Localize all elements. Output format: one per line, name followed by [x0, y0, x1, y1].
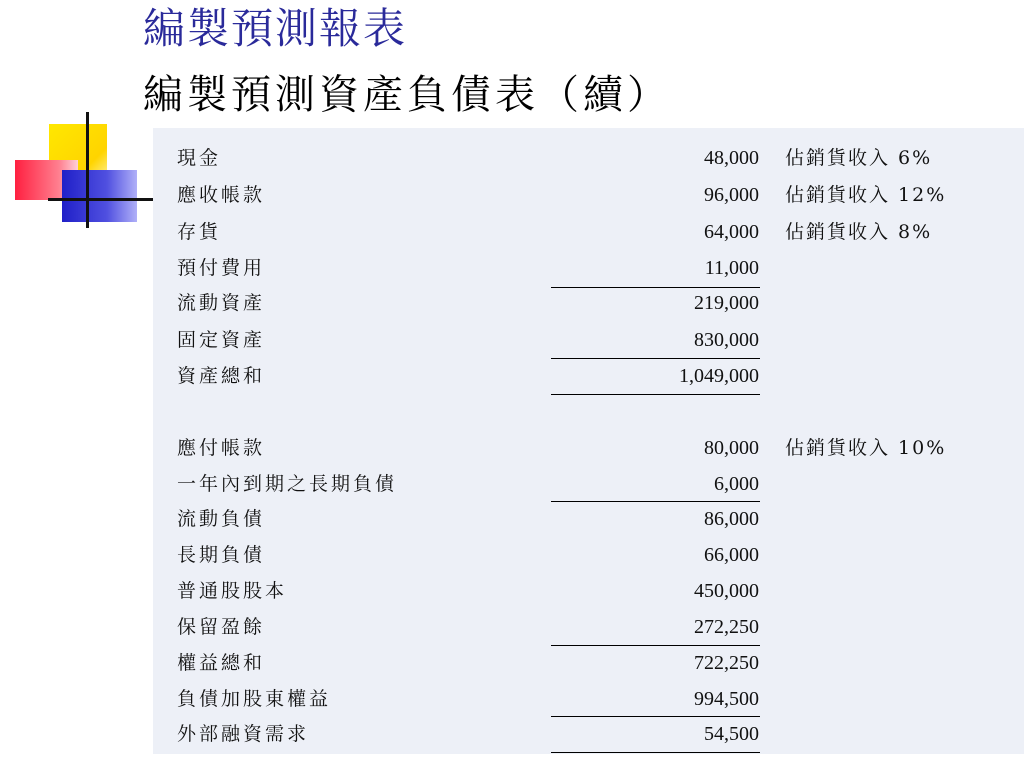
row-label: 保留盈餘: [177, 616, 266, 638]
row-label: 存貨: [177, 221, 222, 243]
row-value: 48,000: [704, 147, 759, 169]
row-value: 450,000: [694, 580, 759, 602]
table-row: [153, 214, 1024, 250]
table-row: [153, 716, 1024, 752]
row-value: 1,049,000: [679, 365, 759, 387]
balance-sheet-table: [153, 128, 1024, 754]
row-note: 佔銷貨收入 12%: [785, 184, 947, 206]
table-row: [153, 430, 1024, 466]
page-subtitle: 編製預測資產負債表（續）: [143, 72, 671, 118]
table-row: [153, 177, 1024, 213]
row-note: 佔銷貨收入 8%: [785, 221, 933, 243]
table-row: [153, 466, 1024, 502]
row-label: 應付帳款: [177, 437, 266, 459]
row-value: 80,000: [704, 437, 759, 459]
page-title: 編製預測報表: [143, 4, 408, 53]
row-label: 預付費用: [177, 257, 266, 279]
logo-vertical-line: [86, 112, 89, 228]
row-label: 流動負債: [177, 508, 266, 530]
row-value: 64,000: [704, 221, 759, 243]
row-label: 資產總和: [177, 365, 266, 387]
row-value: 722,250: [694, 652, 759, 674]
table-row: [153, 394, 1024, 430]
row-value: 219,000: [694, 292, 759, 314]
row-label: 負債加股東權益: [177, 688, 332, 710]
row-value: 11,000: [704, 257, 759, 279]
row-label: 固定資產: [177, 329, 266, 351]
logo-blue-square: [62, 170, 137, 222]
logo-horizontal-line: [48, 198, 154, 201]
row-value: 272,250: [694, 616, 759, 638]
table-row: [153, 322, 1024, 358]
row-label: 長期負債: [177, 544, 266, 566]
row-value: 96,000: [704, 184, 759, 206]
table-row: [153, 285, 1024, 321]
total-rule: [551, 752, 760, 753]
table-row: [153, 250, 1024, 286]
table-row: [153, 573, 1024, 609]
table-row: [153, 501, 1024, 537]
row-value: 86,000: [704, 508, 759, 530]
row-note: 佔銷貨收入 10%: [785, 437, 947, 459]
row-value: 66,000: [704, 544, 759, 566]
row-value: 6,000: [714, 473, 759, 495]
table-row: [153, 537, 1024, 573]
table-row: [153, 358, 1024, 394]
row-label: 權益總和: [177, 652, 266, 674]
logo-graphic: [0, 0, 160, 240]
row-value: [551, 394, 759, 430]
row-label: 外部融資需求: [177, 723, 310, 745]
row-value: 994,500: [694, 688, 759, 710]
row-value: 830,000: [694, 329, 759, 351]
row-value: 54,500: [704, 723, 759, 745]
table-row: [153, 681, 1024, 717]
row-label: 現金: [177, 147, 222, 169]
row-label: 應收帳款: [177, 184, 266, 206]
row-label: 流動資產: [177, 292, 266, 314]
row-label: 普通股股本: [177, 580, 288, 602]
table-row: [153, 645, 1024, 681]
table-row: [153, 609, 1024, 645]
row-note: 佔銷貨收入 6%: [785, 147, 933, 169]
table-row: [153, 140, 1024, 176]
row-label: 一年內到期之長期負債: [177, 473, 398, 495]
